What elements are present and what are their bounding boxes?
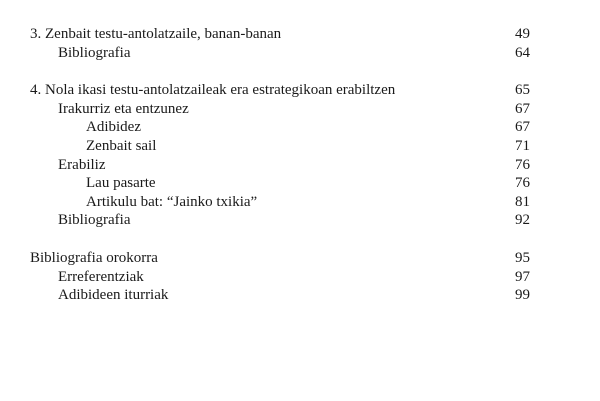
toc-entry-adibidez	[30, 118, 530, 137]
toc-entry-zenbait-sail	[30, 137, 530, 156]
toc-page-number: 92	[515, 212, 530, 229]
toc-entry-irakurriz	[30, 100, 530, 119]
toc-entry-title: Artikulu bat: “Jainko txikia”	[86, 194, 263, 210]
toc-entry-title: Erabiliz	[58, 157, 111, 173]
toc-page-number: 64	[515, 44, 530, 61]
toc-entry-artikulu-bat	[30, 193, 530, 212]
toc-entry-chapter-4	[30, 81, 530, 100]
toc-page-number: 97	[515, 268, 530, 285]
toc-entry-bibliografia-ch4	[30, 211, 530, 230]
toc-page-number: 76	[515, 156, 530, 173]
toc-entry-title: Adibidez	[86, 119, 147, 135]
toc-entry-erreferentziak	[30, 268, 530, 287]
toc-page-number: 65	[515, 82, 530, 99]
toc-page-number: 71	[515, 137, 530, 154]
toc-entry-title: Adibideen iturriak	[58, 287, 174, 303]
toc-entry-title: Zenbait sail	[86, 138, 162, 154]
toc-page-number: 95	[515, 249, 530, 266]
toc-entry-bibliografia-orokorra	[30, 249, 530, 268]
toc-entry-adibideen-iturriak	[30, 286, 530, 305]
toc-page-number: 81	[515, 193, 530, 210]
toc-page-number: 67	[515, 100, 530, 117]
toc-entry-bibliografia-ch3	[30, 44, 530, 63]
toc-page-number: 99	[515, 287, 530, 304]
toc-entry-title: 3. Zenbait testu-antolatzaile, banan-banan	[30, 26, 287, 42]
toc-entry-title: Erreferentziak	[58, 269, 150, 285]
toc-entry-title: Bibliografia	[58, 212, 136, 228]
toc-entry-title: 4. Nola ikasi testu-antolatzaileak era estrategikoan erabiltzen	[30, 82, 401, 98]
toc-entry-erabiliz	[30, 156, 530, 175]
table-of-contents	[30, 25, 530, 305]
toc-page-number: 76	[515, 175, 530, 192]
toc-entry-title: Bibliografia	[58, 45, 136, 61]
toc-entry-title: Irakurriz eta entzunez	[58, 101, 195, 117]
toc-entry-chapter-3	[30, 25, 530, 44]
toc-entry-title: Lau pasarte	[86, 175, 162, 191]
toc-page-number: 67	[515, 119, 530, 136]
toc-entry-lau-pasarte	[30, 174, 530, 193]
toc-page-number: 49	[515, 26, 530, 42]
toc-entry-title: Bibliografia orokorra	[30, 250, 164, 266]
